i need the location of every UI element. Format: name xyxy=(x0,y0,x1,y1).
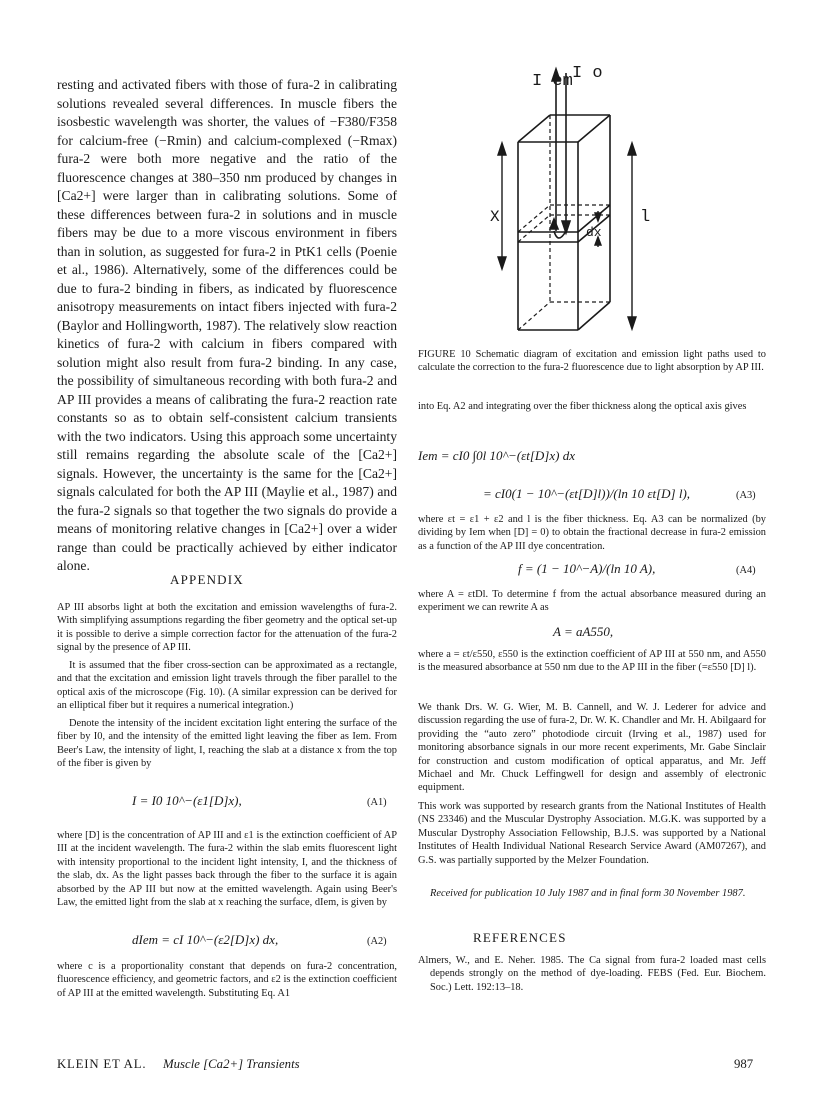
acknowledgements-paragraph: We thank Drs. W. G. Wier, M. B. Cannell, and W. J. Lederer for advice and discussion regarding the use of fura-2, Dr. W. K. Chandler and Mr. H. Abilgaard for providing the “auto zero” photodiode circuit (Irving et al., 1987) used for monitoring absorbance signals in our more recent experiments, Mr. Gabe Sinclair for construction and custom modification of optical apparatus, and Mr. Jeff Michael and Mr. Chuck Leffingwell for design and assembly of electronic equipment. xyxy=(418,702,767,794)
equation-a4: f = (1 − 10^−A)/(ln 10 A), xyxy=(518,561,656,576)
figure-label-dx: dx xyxy=(586,225,602,240)
equation-a2: dIem = cI 10^−(ε2[D]x) dx, xyxy=(132,932,279,947)
figure-label-l: l xyxy=(640,208,651,227)
figure-10-caption: FIGURE 10 Schematic diagram of excitation and emission light paths used to calculate the correction to the fura-2 fluorescence due to light absorption by AP III. xyxy=(418,349,766,374)
equation-a2-number: (A2) xyxy=(367,936,387,947)
figure-10-diagram xyxy=(490,55,698,340)
appendix-paragraph-9: where a = εt/ε550, ε550 is the extinction coefficient of AP III at 550 nm, and A550 is the measured absorbance at 550 nm due to the AP III in the fiber (=ε550 [D] l). xyxy=(418,649,766,674)
appendix-paragraph-1: AP III absorbs light at both the excitation and emission wavelengths of fura-2. With simplifying assumptions regarding the fiber geometry and the optical set-up it is possible to derive a simple correction factor for the attenuation of the fura-2 signal by the presence of AP III. xyxy=(57,602,397,654)
equation-a4-number: (A4) xyxy=(736,565,756,576)
discussion-paragraph: resting and activated fibers with those of fura-2 in calibrating solutions revealed several differences. In muscle fibers the isosbestic wavelength was shorter, the values of −F380/F358 for calcium-free (−Rmin) and calcium-complexed (−Rmax) fura-2 were both more negative and the ratio of the fluorescence changes at 380–350 nm produced by changes in [Ca2+] were larger than in calibrating solutions. Some of these differences between fura-2 in solutions and in muscle fibers may be due to a more viscous environment in fibers than in solution, as suggested for fura-2 in PtK1 cells (Poenie et al., 1986). Alternatively, some of the differences could be due to fura-2 binding in fibers, as indicated by fluorescence anisotropy measurements on intact fibers injected with fura-2 (Baylor and Hollingworth, 1987). The relatively slow reaction kinetics of fura-2 with calcium in fibers compared with solution might also result from fura-2 binding. In any case, the possibility of simultaneous recording with both fura-2 and AP III provides a means of calibrating the fura-2 reaction rate constants so as to obtain self-consistent calcium transients with the two indicators. Using this approach some uncertainty still remains regarding the absolute scale of the [Ca2+] signals. However, the uncertainty is the same for the [Ca2+] signals calculated for both the AP III (Maylie et al., 1987) and the fura-2 signals so that together the two signals do provide a means of monitoring relative changes in [Ca2+] over a wider range than could be practically achieved by either indicator alone. xyxy=(57,77,397,573)
equation-a3-line-2: = cI0(1 − 10^−(εt[D]l))/(ln 10 εt[D] l), xyxy=(483,486,691,501)
appendix-paragraph-4: where [D] is the concentration of AP III and ε1 is the extinction coefficient of AP III at the incident wavelength. The fura-2 within the slab emits fluorescent light with intensity proportional to the incident light intensity, I, and the thickness of the slab, dx. As the light passes back through the fiber to the surface it is again absorbed by the AP III but now at the emitted wavelength. Again using Beer's Law, the emitted light from the slab at x reaching the surface, dIem, is given by xyxy=(57,830,397,909)
equation-a1-number: (A1) xyxy=(367,797,387,808)
funding-paragraph: This work was supported by research grants from the National Institutes of Health (NS 23346) and the Muscular Dystrophy Association. M.G.K. was supported by a Muscular Dystrophy Association Fellowship, B.J.S. was supported by a National Institutes of Health Individual National Research Service Award (AM07267), and G.S. was partially supported by the Melzer Foundation. xyxy=(418,801,766,866)
appendix-paragraph-7: where εt = ε1 + ε2 and l is the fiber thickness. Eq. A3 can be normalized (by dividing by Iem when [D] = 0) to obtain the fractional decrease in fura-2 emission as a function of the AP III dye concentration. xyxy=(418,514,766,552)
figure-label-io: I o xyxy=(572,64,603,83)
footer-authors: KLEIN ET AL. xyxy=(57,1057,147,1071)
equation-a1: I = I0 10^−(ε1[D]x), xyxy=(132,793,242,808)
received-date: Received for publication 10 July 1987 and in final form 30 November 1987. xyxy=(430,888,746,899)
equation-a3-number: (A3) xyxy=(736,490,756,501)
figure-label-iem: I em xyxy=(532,72,573,91)
equation-a: A = aA550, xyxy=(553,624,614,639)
figure-label-x: X xyxy=(490,208,500,226)
reference-item: Almers, W., and E. Neher. 1985. The Ca signal from fura-2 loaded mast cells depends strongly on the method of dye-loading. FEBS (Fed. Eur. Biochem. Soc.) Lett. 192:13–18. xyxy=(418,955,766,993)
equation-a3-line-1: Iem = cI0 ∫0l 10^−(εt[D]x) dx xyxy=(418,448,575,463)
appendix-paragraph-2: It is assumed that the fiber cross-section can be approximated as a rectangle, and that the excitation and emission light travels through the fiber parallel to the optical axis of the microscope (Fig. 10). (A similar expression can be derived for an elliptical fiber but it requires a numerical integration.) xyxy=(57,660,397,712)
page-number: 987 xyxy=(734,1057,754,1071)
appendix-paragraph-8: where A = εtDl. To determine f from the actual absorbance measured during an experiment we can rewrite A as xyxy=(418,589,766,614)
references-heading: REFERENCES xyxy=(473,930,567,945)
appendix-paragraph-6: into Eq. A2 and integrating over the fiber thickness along the optical axis gives xyxy=(418,401,747,412)
appendix-paragraph-5: where c is a proportionality constant that depends on fura-2 concentration, fluorescence efficiency, and geometric factors, and ε2 is the extinction coefficient of AP III at the emitted wavelength. Substituting Eq. A1 xyxy=(57,961,397,999)
appendix-heading: APPENDIX xyxy=(170,572,244,587)
footer-running-title: Muscle [Ca2+] Transients xyxy=(163,1057,300,1071)
appendix-paragraph-3: Denote the intensity of the incident excitation light entering the surface of the fiber by I0, and the intensity of the emitted light leaving the fiber as Iem. From Beer's Law, the intensity of light, I, reaching the slab at a distance x from the top of the fiber is given by xyxy=(57,718,397,770)
